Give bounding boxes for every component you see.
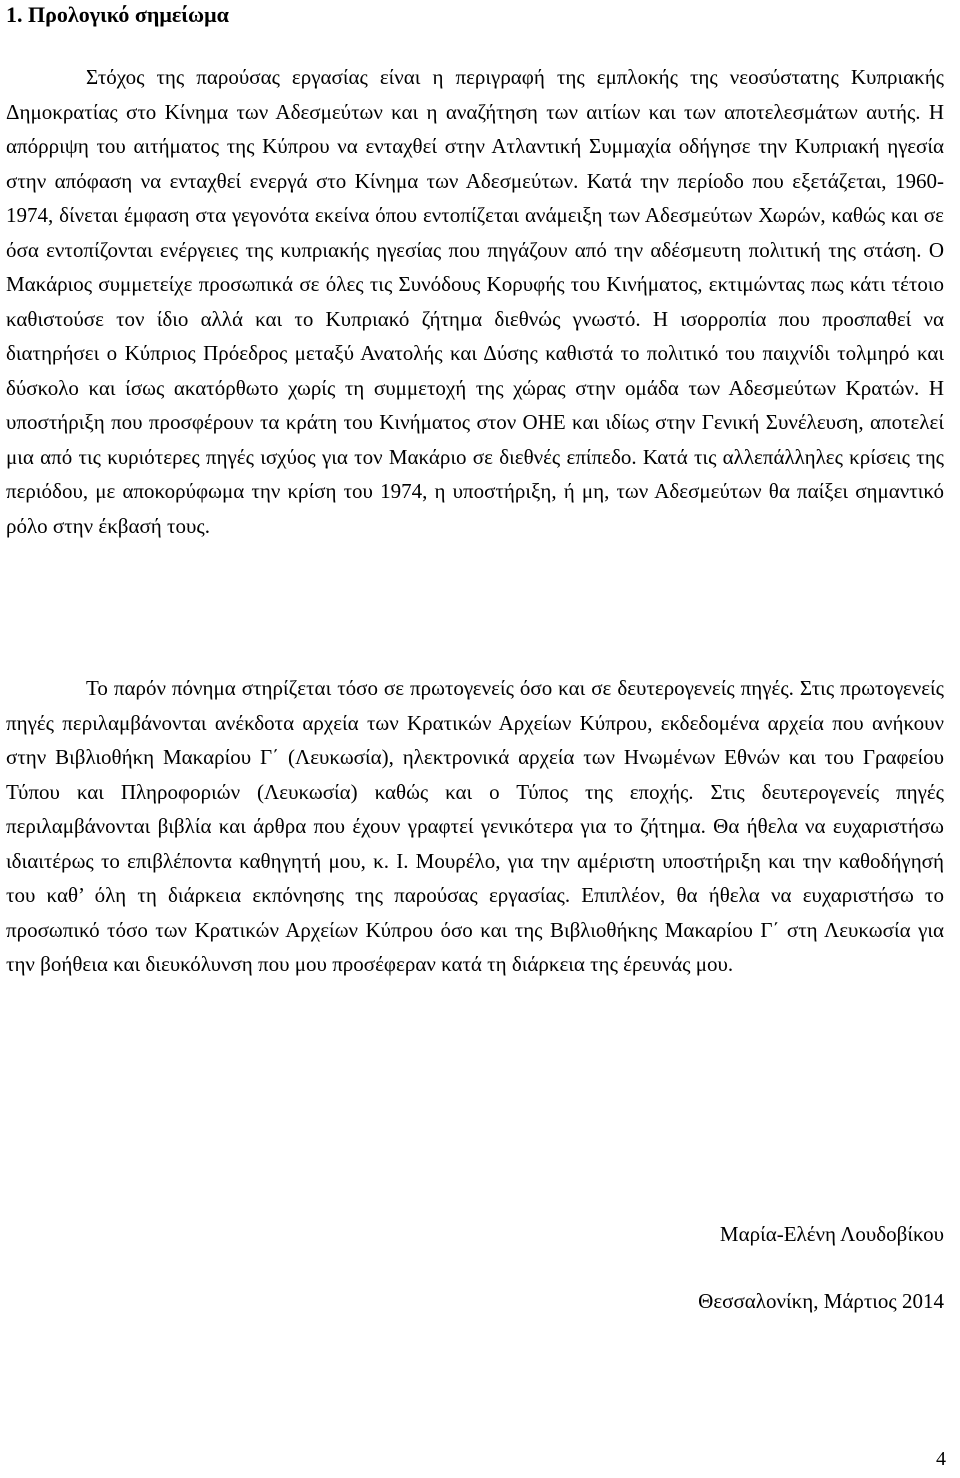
- signature-name: Μαρία-Ελένη Λουδοβίκου: [719, 1222, 944, 1246]
- paragraph-sources-acknowledgements: Το παρόν πόνημα στηρίζεται τόσο σε πρωτογενείς όσο και σε δευτερογενείς πηγές. Στις πρωτογενείς πηγές περιλαμβάνονται ανέκδοτα αρχεία των Κρατικών Αρχείων Κύπρου, εκδεδομένα αρχεία που ανήκουν στην Βιβλιοθήκη Μακαρίου Γ΄ (Λευκωσία), ηλεκτρονικά αρχεία των Ηνωμένων Εθνών και του Γραφείου Τύπου και Πληροφοριών (Λευκωσία) καθώς και ο Τύπος της εποχής. Στις δευτερογενείς πηγές περιλαμβάνονται βιβλία και άρθρα που έχουν γραφτεί γενικότερα για το ζήτημα. Θα ήθελα να ευχαριστήσω ιδιαιτέρως το επιβλέποντα καθηγητή μου, κ. Ι. Μουρέλο, για την αμέριστη υποστήριξη και την καθοδήγησή του καθ’ όλη τη διάρκεια εκπόνησης της παρούσας εργασίας. Επιπλέον, θα ήθελα να ευχαριστήσω το προσωπικό τόσο των Κρατικών Αρχείων Κύπρου όσο και της Βιβλιοθήκης Μακαρίου Γ΄ στη Λευκωσία για την βοήθεια και διευκόλυνση που μου προσέφεραν κατά τη διάρκεια της έρευνάς μου.: [6, 676, 944, 976]
- page-number: 4: [936, 1448, 946, 1470]
- section-heading: 1. Προλογικό σημείωμα: [6, 2, 229, 27]
- paragraph-purpose: Στόχος της παρούσας εργασίας είναι η περιγραφή της εμπλοκής της νεοσύστατης Κυπριακής Δημοκρατίας στο Κίνημα των Αδεσμεύτων και η αναζήτηση των αιτίων και των αποτελεσμάτων αυτής. Η απόρριψη του αιτήματος της Κύπρου να ενταχθεί στην Ατλαντική Συμμαχία οδήγησε την Κυπριακή ηγεσία στην απόφαση να ενταχθεί ενεργά στο Κίνημα των Αδεσμεύτων. Κατά την περίοδο που εξετάζεται, 1960-1974, δίνεται έμφαση στα γεγονότα εκείνα όπου εντοπίζεται ανάμειξη των Αδεσμεύτων Χωρών, καθώς και σε όσα εντοπίζονται ενέργειες της κυπριακής ηγεσίας που πηγάζουν από την αδέσμευτη πολιτική της στάση. Ο Μακάριος συμμετείχε προσωπικά σε όλες τις Συνόδους Κορυφής του Κινήματος, εκτιμώντας πως κάτι τέτοιο καθιστούσε τον ίδιο αλλά και το Κυπριακό ζήτημα διεθνώς γνωστό. Η ισορροπία που προσπαθεί να διατηρήσει ο Κύπριος Πρόεδρος μεταξύ Ανατολής και Δύσης καθιστά το πολιτικό του παιχνίδι τολμηρό και δύσκολο και ίσως ακατόρθωτο χωρίς τη συμμετοχή της χώρας στην ομάδα των Αδεσμεύτων Κρατών. Η υποστήριξη που προσφέρουν τα κράτη του Κινήματος στον ΟΗΕ και ιδίως στην Γενική Συνέλευση, αποτελεί μια από τις κυριότερες πηγές ισχύος για τον Μακάριο σε διεθνές επίπεδο. Κατά τις αλλεπάλληλες κρίσεις της περιόδου, με αποκορύφωμα την κρίση του 1974, η υποστήριξη, ή μη, των Αδεσμεύτων θα παίξει σημαντικό ρόλο στην έκβασή τους.: [6, 65, 944, 538]
- signature-place-date: Θεσσαλονίκη, Μάρτιος 2014: [698, 1289, 944, 1313]
